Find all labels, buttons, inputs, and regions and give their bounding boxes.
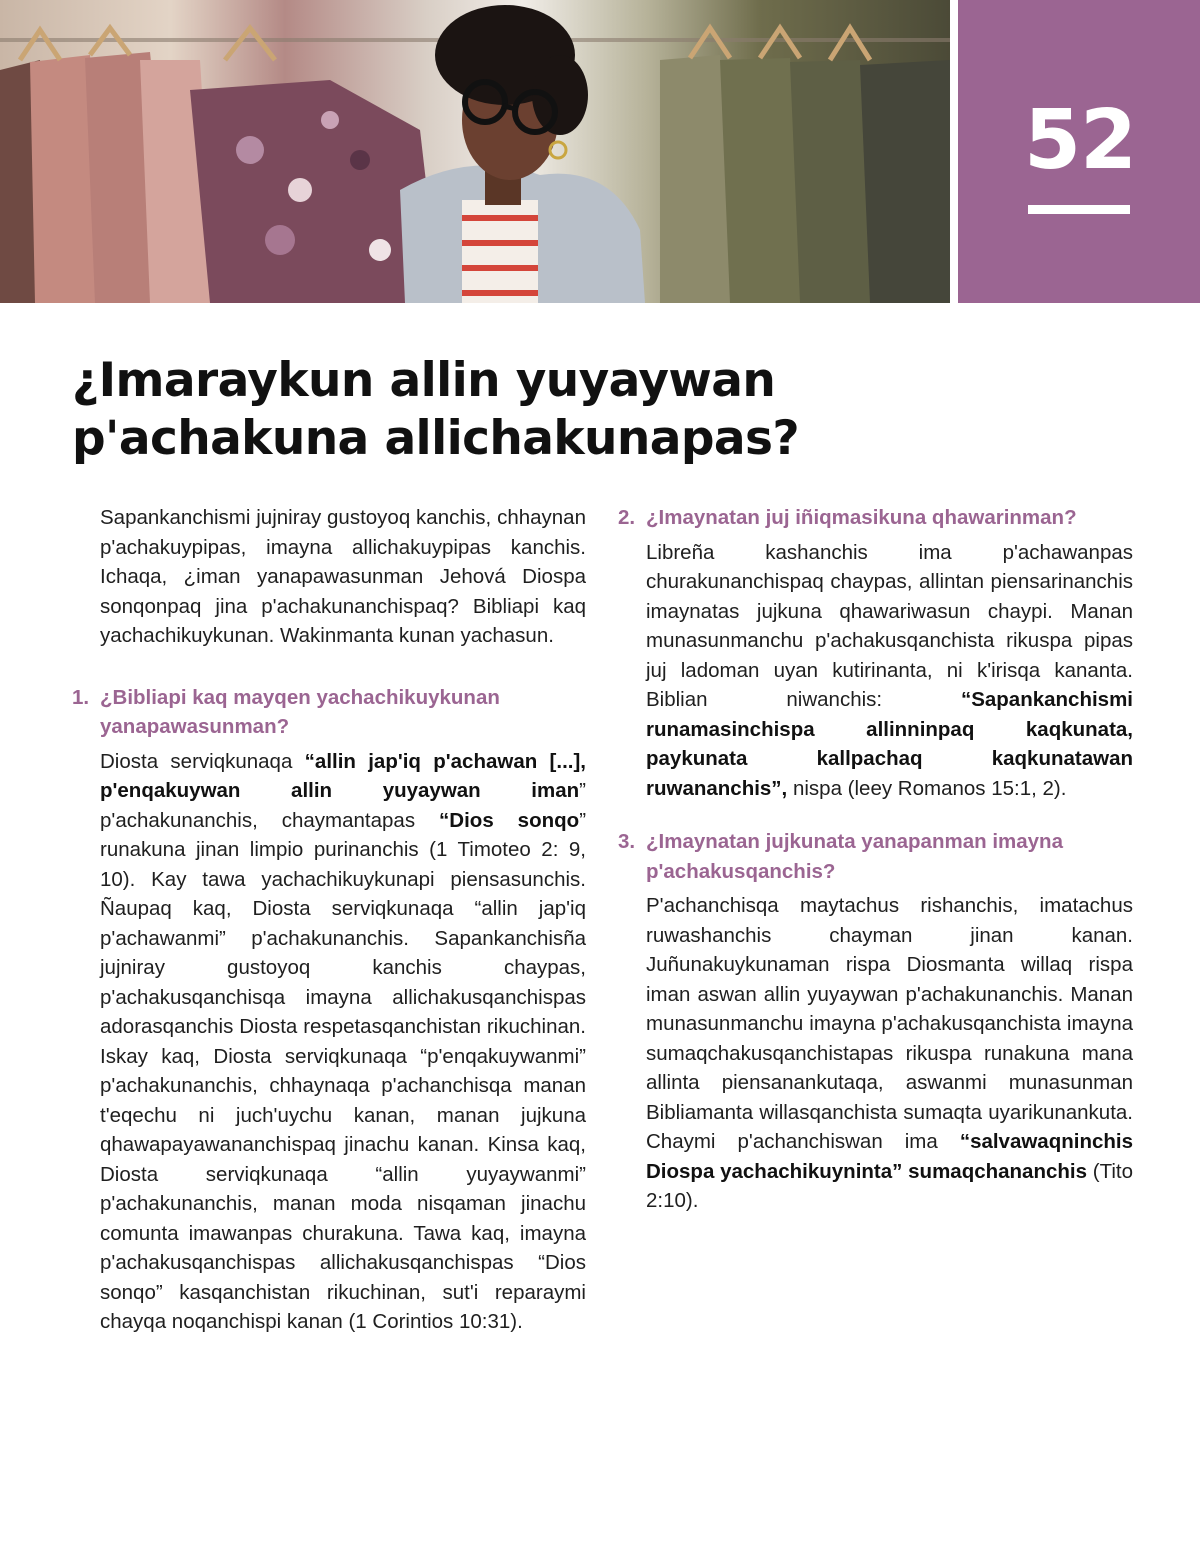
left-column	[72, 503, 586, 1337]
header-photo	[0, 0, 950, 303]
answer-1-text-a: Diosta serviqkunaqa	[100, 749, 305, 773]
answer-2-bold-a: “Sapankanchismi runamasinchispa allinninpaq kaqkunata, paykunata kallpachaq kaqkunatawan ruwananchis”,	[646, 688, 1133, 800]
right-column	[618, 503, 1133, 1216]
clothes-rack-photo	[0, 0, 950, 303]
page-title	[72, 352, 932, 468]
answer-1-text-c: ” runakuna jinan limpio purinanchis (1 Timoteo 2: 9, 10). Kay tawa yachachikuykunapi piensasunchis. Ñaupaq kaq, Diosta serviqkunaqa “allin jap'iq p'achawanmi” p'achakunanchis. Sapankanchisña jujniray gustoyoq kanchis chaypas, p'achakusqanchisqa imayna allichakusqanchispas adorasqanchis Diosta respetasqanchistan rikuchinan. Iskay kaq, Diosta serviqkunaqa “p'enqakuywanmi” p'achakunanchis, chhaynaqa p'achanchisqa manan t'eqechu ni juch'uychu kanan, manan jujkuna qhawapayawananchispaq jinachu kanan. Kinsa kaq, Diosta serviqkunaqa “allin yuyaywanmi” p'achakunanchis, manan moda nisqaman jinachu comunta imawanpas churakuna. Tawa kaq, imayna p'achakusqanchispas allichakusqanchispas “Dios sonqo” kasqanchistan rikuchinan, sut'i reparaymi chayqa noqanchispi kanan (1 Corintios 10:31).	[100, 808, 587, 1333]
question-2-text: ¿Imaynatan juj iñiqmasikuna qhawarinman?	[646, 506, 1077, 529]
answer-3-text-a: P'achanchisqa maytachus rishanchis, imatachus ruwashanchis chayman jinan kanan. Juñunakuykunaman rispa Diosmanta willaq rispa iman aswan allin yuyaywan p'achakunanchis. Manan munasunmanchu imayna p'achakusqanchista imayna sumaqchakusqanchistapas rikuspa runakuna mana allinta piensanankutaqa, aswanmi munasunman Bibliamanta willasqanchista sumaqta uyarikunankuta. Chaymi p'achanchiswan ima	[646, 894, 1133, 1153]
lesson-number-box	[958, 0, 1200, 303]
question-1-heading	[72, 683, 586, 742]
answer-3-text-b: (Tito 2:10).	[646, 1159, 1134, 1212]
question-2-heading	[618, 503, 1133, 533]
question-2-number: 2.	[618, 506, 636, 529]
question-3-heading	[618, 827, 1133, 886]
question-3-number: 3.	[618, 830, 636, 853]
answer-2-text-b: nispa (leey Romanos 15:1, 2).	[787, 776, 1067, 800]
answer-1-text-b: ” p'achakunanchis, chaymantapas	[100, 779, 586, 832]
lesson-number: 52	[1023, 93, 1137, 188]
answer-2-paragraph	[646, 538, 1133, 804]
question-3-text: ¿Imaynatan jujkunata yanapanman imayna p'achakusqanchis?	[646, 830, 1063, 883]
page-title-line-2: p'achakuna allichakunapas?	[72, 411, 800, 466]
answer-3-paragraph	[646, 891, 1133, 1216]
answer-3-bold-a: “salvawaqninchis Diospa yachachikuyninta” sumaqchananchis	[646, 1130, 1133, 1183]
lesson-number-underline	[1028, 205, 1130, 214]
question-1-number: 1.	[72, 685, 90, 709]
answer-1-paragraph	[100, 747, 586, 1337]
intro-paragraph: Sapankanchismi jujniray gustoyoq kanchis, chhaynan p'achakuypipas, imayna allichakuypipas kanchis. Ichaqa, ¿iman yanapawasunman Jehová Diospa sonqonpaq jina p'achakunanchispaq? Bibliapi kaq yachachikuykunan. Wakinmanta kunan yachasun.	[100, 506, 586, 647]
answer-1-bold-b: “Dios sonqo	[439, 808, 580, 832]
question-1-text: ¿Bibliapi kaq mayqen yachachikuykunan yanapawasunman?	[100, 685, 500, 738]
answer-1-bold-a: “allin jap'iq p'achawan [...], p'enqakuywan allin yuyaywan iman	[100, 749, 586, 802]
answer-2-text-a: Libreña kashanchis ima p'achawanpas churakunanchispaq chaypas, allintan piensarinanchis imaynatas jujkuna qhawariwasun chaypi. Manan munasunmanchu p'achakusqanchista rikuspa pipas juj ladoman uyan kutirinanta, ni k'irisqa kananta. Biblian niwanchis:	[646, 540, 1133, 711]
page-title-line-1: ¿Imaraykun allin yuyaywan	[72, 353, 776, 408]
